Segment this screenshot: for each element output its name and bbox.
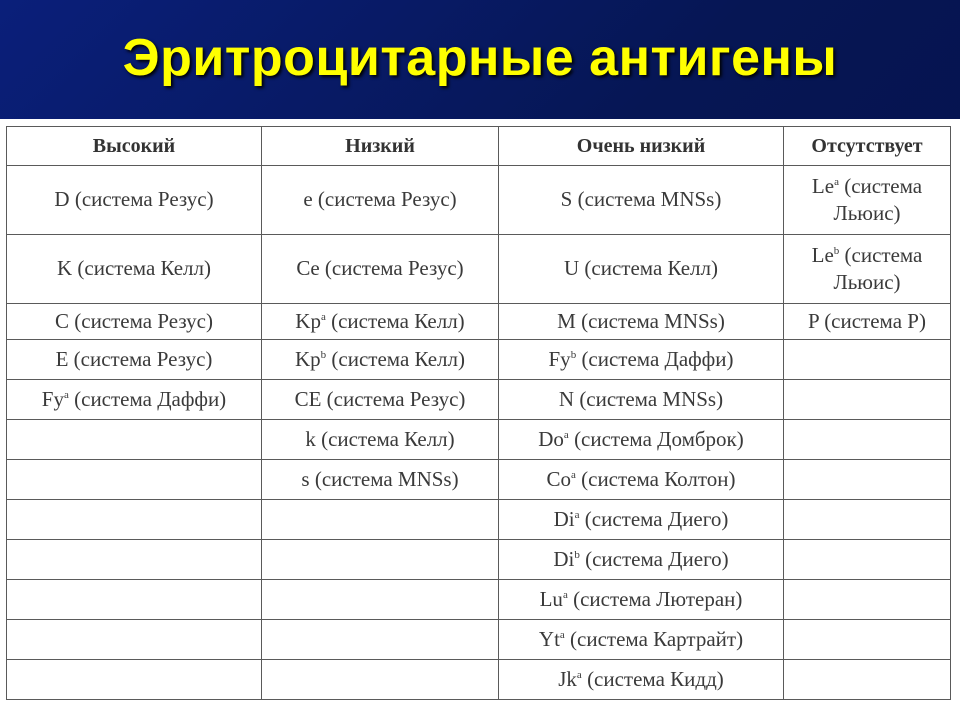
- header-low: Низкий: [262, 127, 499, 166]
- header-high: Высокий: [7, 127, 262, 166]
- cell-very-low: [499, 580, 784, 620]
- antigen-system: (система Диего): [579, 546, 729, 571]
- cell-high: [7, 420, 262, 460]
- antigen-system: (система P): [818, 308, 926, 333]
- cell-very-low: [499, 540, 784, 580]
- antigen-name: Kp: [295, 346, 321, 371]
- antigen-name: K: [57, 256, 73, 281]
- cell-high: [7, 500, 262, 540]
- antigen-system: (система Келл): [579, 256, 718, 281]
- antigen-system: (система MNSs): [572, 187, 722, 212]
- cell-very-low: [499, 660, 784, 700]
- table-body: [7, 166, 951, 700]
- table-row: [7, 540, 951, 580]
- cell-high: [7, 540, 262, 580]
- antigen-superscript: b: [574, 548, 580, 561]
- antigen-system: (система Даффи): [576, 346, 734, 371]
- cell-very-low: [499, 340, 784, 380]
- antigen-name: CE: [294, 386, 322, 411]
- cell-very-low: [499, 460, 784, 500]
- cell-low: [262, 340, 499, 380]
- antigen-superscript: a: [63, 388, 69, 401]
- antigen-system: (система Картрайт): [564, 626, 744, 651]
- cell-absent: [784, 420, 951, 460]
- antigen-name: s: [301, 466, 310, 491]
- cell-low: [262, 540, 499, 580]
- cell-absent: [784, 235, 951, 304]
- antigen-name: Do: [538, 426, 564, 451]
- cell-high: [7, 660, 262, 700]
- cell-absent: [784, 380, 951, 420]
- antigen-name: Le: [811, 242, 834, 267]
- antigen-system: (система Келл): [72, 256, 211, 281]
- antigen-table: [6, 126, 951, 700]
- cell-low: [262, 166, 499, 235]
- cell-absent: [784, 540, 951, 580]
- cell-low: [262, 580, 499, 620]
- cell-very-low: [499, 380, 784, 420]
- header-absent: Отсутствует: [784, 127, 951, 166]
- cell-very-low: [499, 235, 784, 304]
- table-row: [7, 580, 951, 620]
- antigen-name: P: [808, 308, 819, 333]
- antigen-system: (система Резус): [68, 346, 213, 371]
- antigen-system: (система Келл): [325, 308, 465, 333]
- antigen-system: (система Кидд): [581, 666, 724, 691]
- antigen-system: (система Льюис): [833, 173, 923, 225]
- antigen-superscript: a: [320, 310, 326, 323]
- table-row: [7, 380, 951, 420]
- antigen-name: Co: [546, 466, 571, 491]
- antigen-name: Fy: [548, 346, 571, 371]
- cell-very-low: [499, 420, 784, 460]
- antigen-name: Di: [553, 546, 575, 571]
- antigen-name: M: [557, 308, 576, 333]
- antigen-system: (система Резус): [69, 308, 213, 333]
- antigen-name: Yt: [538, 626, 560, 651]
- cell-low: [262, 500, 499, 540]
- cell-absent: [784, 580, 951, 620]
- table-row: [7, 460, 951, 500]
- table-row: [7, 660, 951, 700]
- cell-very-low: [499, 620, 784, 660]
- antigen-system: (система Льюис): [833, 242, 923, 294]
- antigen-name: Ce: [296, 256, 320, 281]
- cell-low: [262, 235, 499, 304]
- antigen-system: (система Келл): [315, 426, 455, 451]
- table-header-row: [7, 127, 951, 166]
- antigen-name: D: [54, 187, 70, 212]
- cell-high: [7, 380, 262, 420]
- table-row: [7, 166, 951, 235]
- cell-high: [7, 580, 262, 620]
- antigen-system: (система Домброк): [568, 426, 744, 451]
- antigen-name: k: [305, 426, 316, 451]
- cell-low: [262, 420, 499, 460]
- cell-low: [262, 304, 499, 340]
- antigen-name: Kp: [295, 308, 321, 333]
- antigen-superscript: a: [562, 588, 568, 601]
- antigen-superscript: a: [576, 668, 582, 681]
- antigen-system: (система Лютеран): [567, 586, 743, 611]
- antigen-superscript: a: [559, 628, 565, 641]
- antigen-name: Jk: [558, 666, 577, 691]
- antigen-system: (система MNSs): [575, 308, 725, 333]
- antigen-name: N: [558, 386, 575, 411]
- antigen-system: (система Диего): [579, 506, 729, 531]
- table-row: [7, 420, 951, 460]
- cell-high: [7, 166, 262, 235]
- cell-absent: [784, 166, 951, 235]
- cell-absent: [784, 660, 951, 700]
- cell-high: [7, 340, 262, 380]
- table-row: [7, 500, 951, 540]
- antigen-system: (система Даффи): [68, 386, 227, 411]
- antigen-system: (система Келл): [326, 346, 465, 371]
- cell-absent: [784, 500, 951, 540]
- cell-very-low: [499, 304, 784, 340]
- cell-low: [262, 620, 499, 660]
- cell-low: [262, 380, 499, 420]
- cell-absent: [784, 620, 951, 660]
- cell-high: [7, 235, 262, 304]
- antigen-superscript: b: [833, 244, 840, 257]
- cell-high: [7, 620, 262, 660]
- cell-high: [7, 460, 262, 500]
- table-row: [7, 304, 951, 340]
- antigen-name: C: [54, 308, 69, 333]
- antigen-superscript: a: [570, 468, 576, 481]
- header-very-low: Очень низкий: [499, 127, 784, 166]
- cell-absent: [784, 340, 951, 380]
- antigen-system: (система MNSs): [309, 466, 459, 491]
- antigen-system: (система MNSs): [574, 386, 724, 411]
- antigen-superscript: a: [563, 428, 569, 441]
- antigen-system: (система Колтон): [575, 466, 736, 491]
- antigen-name: e: [303, 187, 313, 212]
- table-sheet: [0, 119, 960, 720]
- antigen-name: Fy: [41, 386, 64, 411]
- cell-very-low: [499, 166, 784, 235]
- antigen-system: (система Резус): [69, 187, 214, 212]
- slide-title: Эритроцитарные антигены: [122, 29, 838, 87]
- antigen-system: (система Резус): [319, 256, 464, 281]
- antigen-name: Le: [811, 173, 835, 198]
- cell-low: [262, 660, 499, 700]
- table-row: [7, 235, 951, 304]
- table-row: [7, 620, 951, 660]
- cell-absent: [784, 304, 951, 340]
- antigen-superscript: b: [570, 348, 577, 361]
- antigen-name: U: [564, 256, 580, 281]
- antigen-superscript: a: [834, 175, 839, 188]
- antigen-superscript: a: [574, 508, 580, 521]
- cell-high: [7, 304, 262, 340]
- cell-very-low: [499, 500, 784, 540]
- table-row: [7, 340, 951, 380]
- antigen-name: Di: [553, 506, 575, 531]
- cell-absent: [784, 460, 951, 500]
- antigen-name: Lu: [539, 586, 563, 611]
- antigen-name: E: [55, 346, 69, 371]
- antigen-name: S: [560, 187, 573, 212]
- antigen-system: (система Резус): [312, 187, 457, 212]
- cell-low: [262, 460, 499, 500]
- antigen-system: (система Резус): [321, 386, 466, 411]
- antigen-superscript: b: [320, 348, 327, 361]
